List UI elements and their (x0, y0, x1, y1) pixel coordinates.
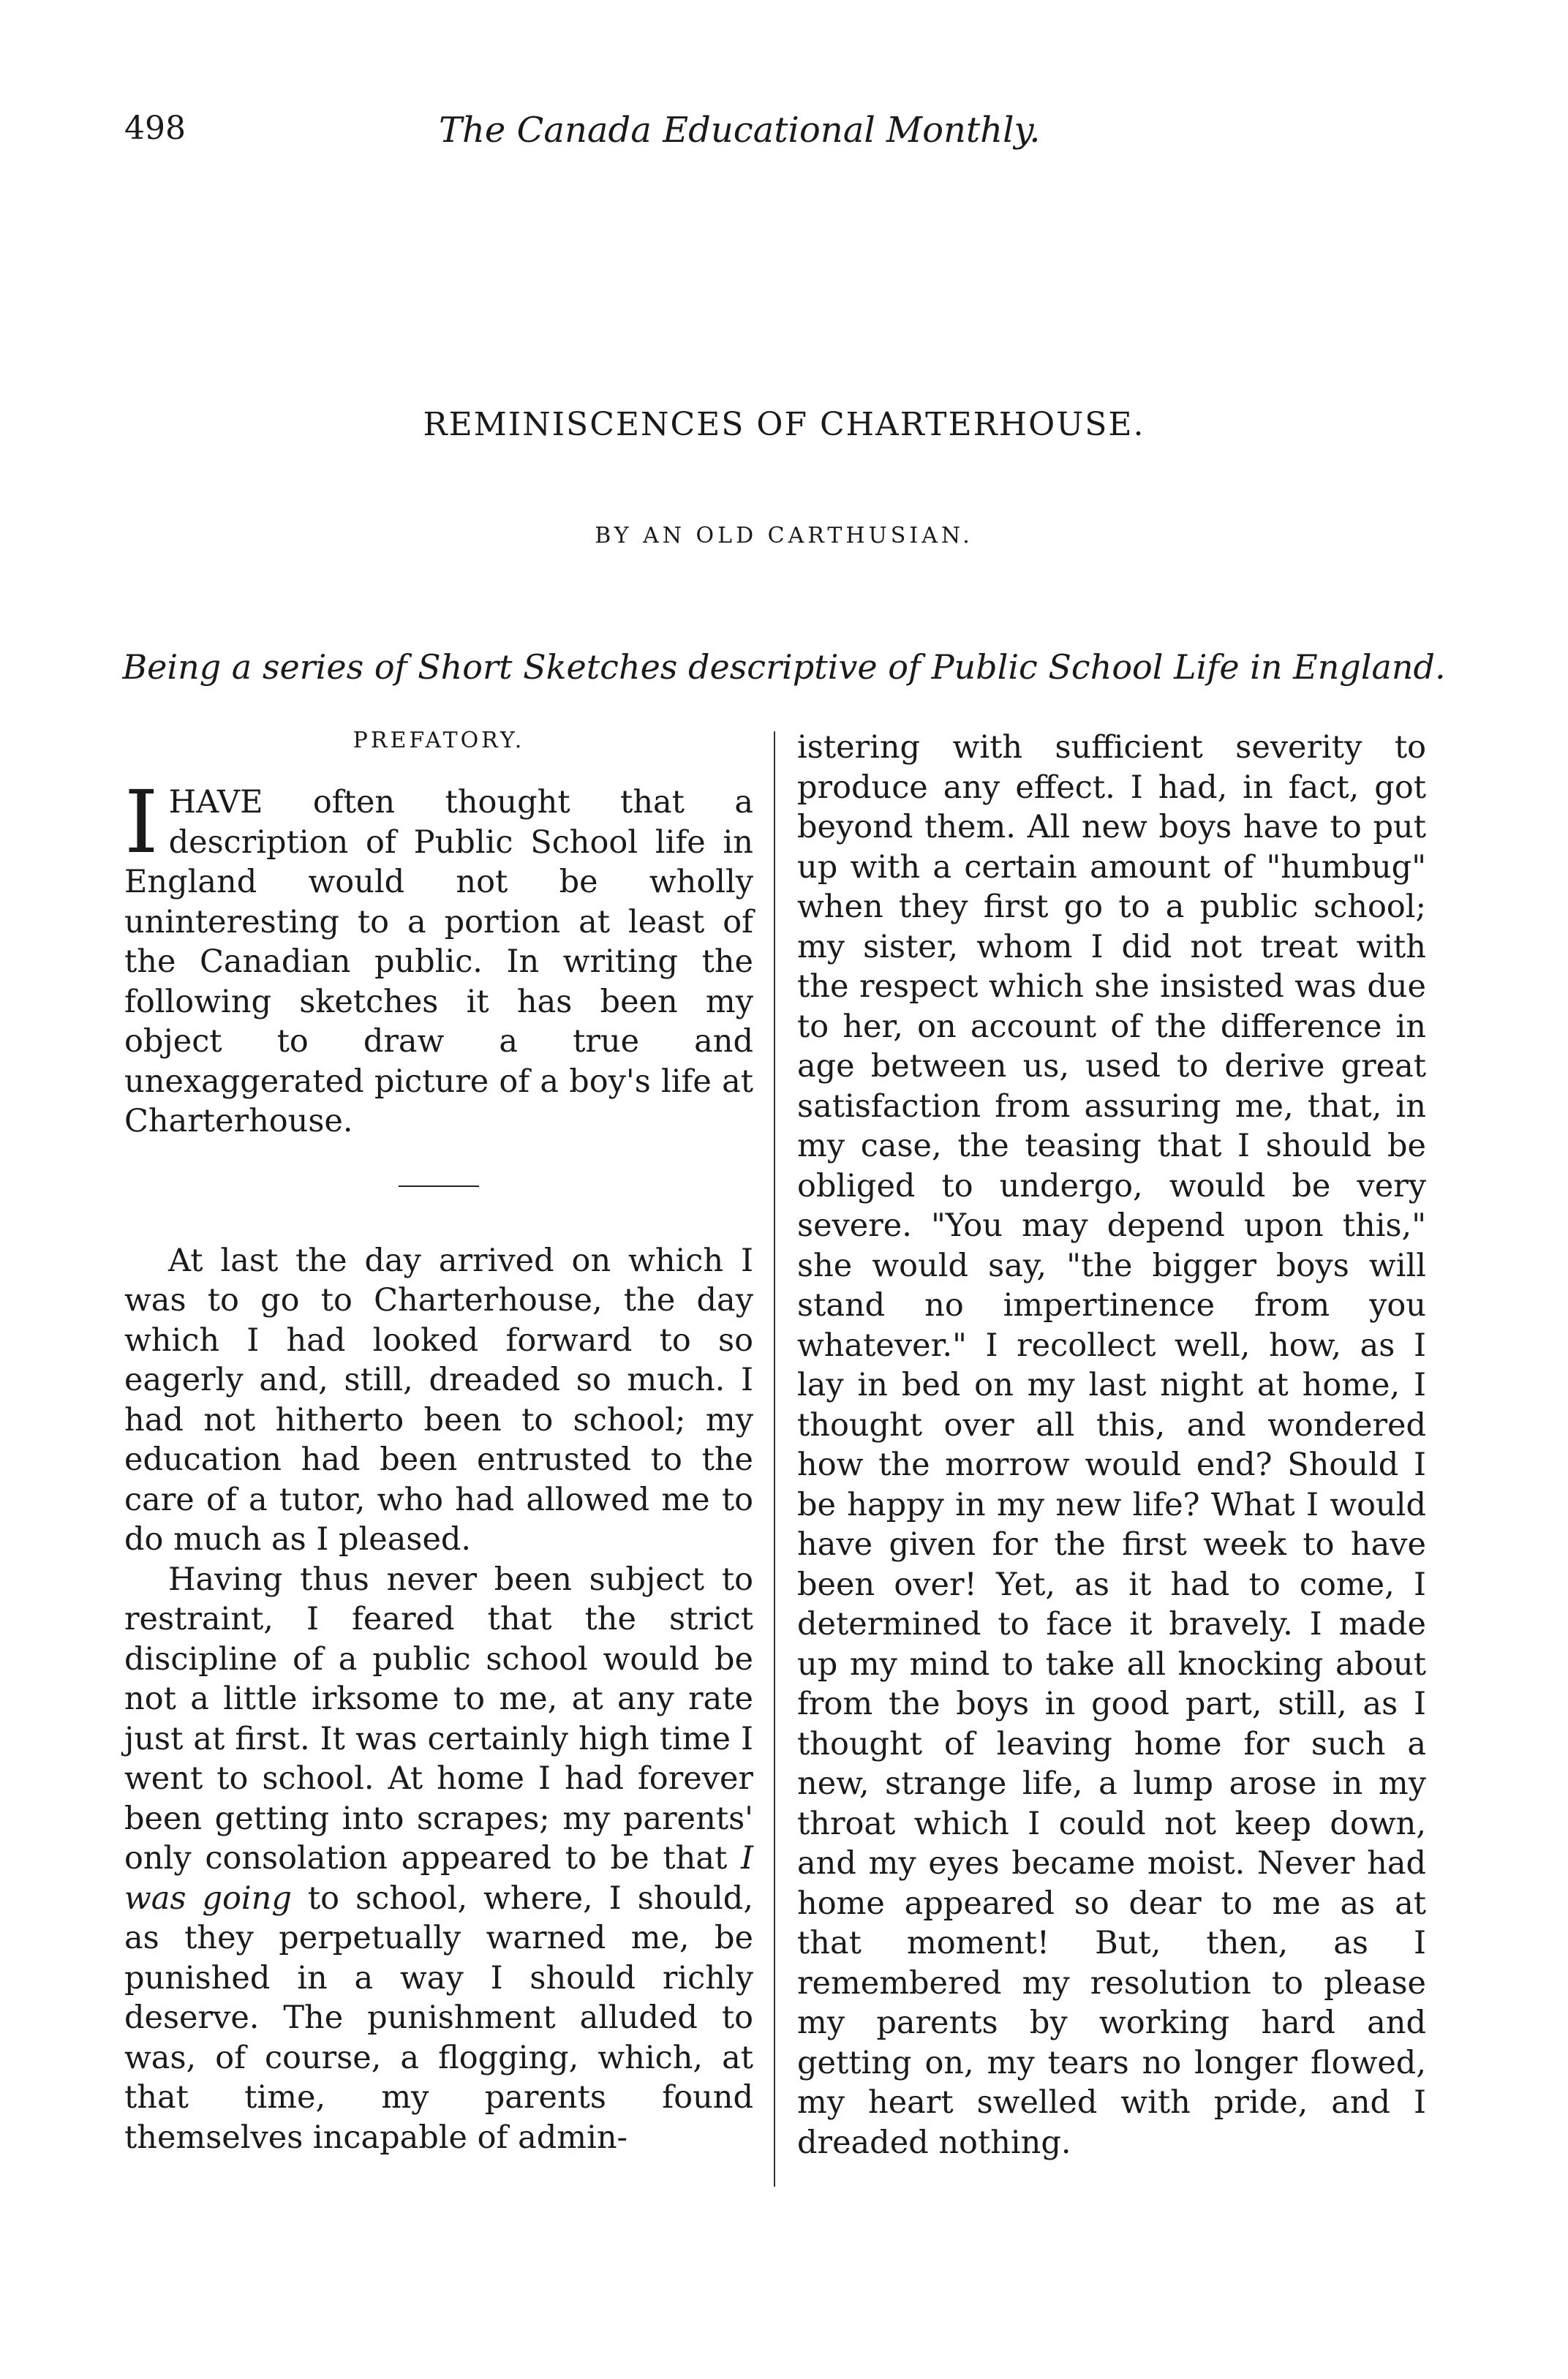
right-column-paragraph: istering with sufficient severity to produce any effect. I had, in fact, got beyond them. All new boys have to put up with a certain amount of "humbug" when they first go to a public school; my sister, whom I did not treat with the respect which she insisted was due to her, on account of the difference in age between us, used to derive great satisfaction from assuring me, that, in my case, the teasing that I should be obliged to undergo, would be very severe. "You may depend upon this," she would say, "the bigger boys will stand no impertinence from you whatever." I recollect well, how, as I lay in bed on my last night at home, I thought over all this, and wondered how the morrow would end? Should I be happy in my new life? What I would have given for the first week to have been over! Yet, as it had to come, I determined to face it bravely. I made up my mind to take all knocking about from the boys in good part, still, as I thought of leaving home for such a new, strange life, a lump arose in my throat which I could not keep down, and my eyes became moist. Never had home appeared so dear to me as at that moment! But, then, as I remembered my resolution to please my parents by working hard and getting on, my tears no longer flowed, my heart swelled with pride, and I dreaded nothing. (797, 729, 1426, 2161)
column-rule (774, 731, 775, 2187)
running-head (124, 110, 1444, 161)
right-column (797, 728, 1426, 2163)
left-column (124, 728, 753, 2157)
paragraph-2-text-before: Having thus never been subject to restraint, I feared that the strict discipline of a public school would be not a little irksome to me, at any rate just at first. It was certainly high time I went to school. At home I had forever been getting into scrapes; my parents' only consolation appeared to be that (124, 1561, 753, 1877)
body-paragraph-2 (124, 1560, 753, 2158)
article-title: REMINISCENCES OF CHARTERHOUSE. (423, 406, 1145, 443)
prefatory-heading: PREFATORY. (353, 728, 525, 753)
article-subtitle: Being a series of Short Sketches descriptive of Public School Life in England. (122, 647, 1446, 687)
section-divider (399, 1185, 479, 1187)
prefatory-paragraph (124, 772, 753, 1142)
paragraph-2-emphasis: I was going (124, 1840, 753, 1917)
prefatory-text: HAVE often thought that a description of Public School life in England would not be wholly uninteresting to a portion at least of the Canadian public. In writing the following sketches it has been my object to draw a true and unexaggerated picture of a boy's life at Charterhouse. (124, 784, 753, 1139)
article-byline: BY AN OLD CARTHUSIAN. (595, 523, 973, 548)
paragraph-2-text-after: to school, where, I should, as they perpetually warned me, be punished in a way I should richly deserve. The punishment alluded to was, of course, a flogging, which, at that time, my parents found themselves incapable of admin- (124, 1880, 753, 2156)
drop-cap: I (124, 772, 159, 872)
body-paragraph-1: At last the day arrived on which I was to go to Charterhouse, the day which I had looked forward to so eagerly and, still, dreaded so much. I had not hitherto been to school; my education had been entrusted to the care of a tutor, who had allowed me to do much as I pleased. (124, 1242, 753, 1558)
journal-title: The Canada Educational Monthly. (439, 110, 1041, 151)
page-number: 498 (124, 110, 186, 147)
